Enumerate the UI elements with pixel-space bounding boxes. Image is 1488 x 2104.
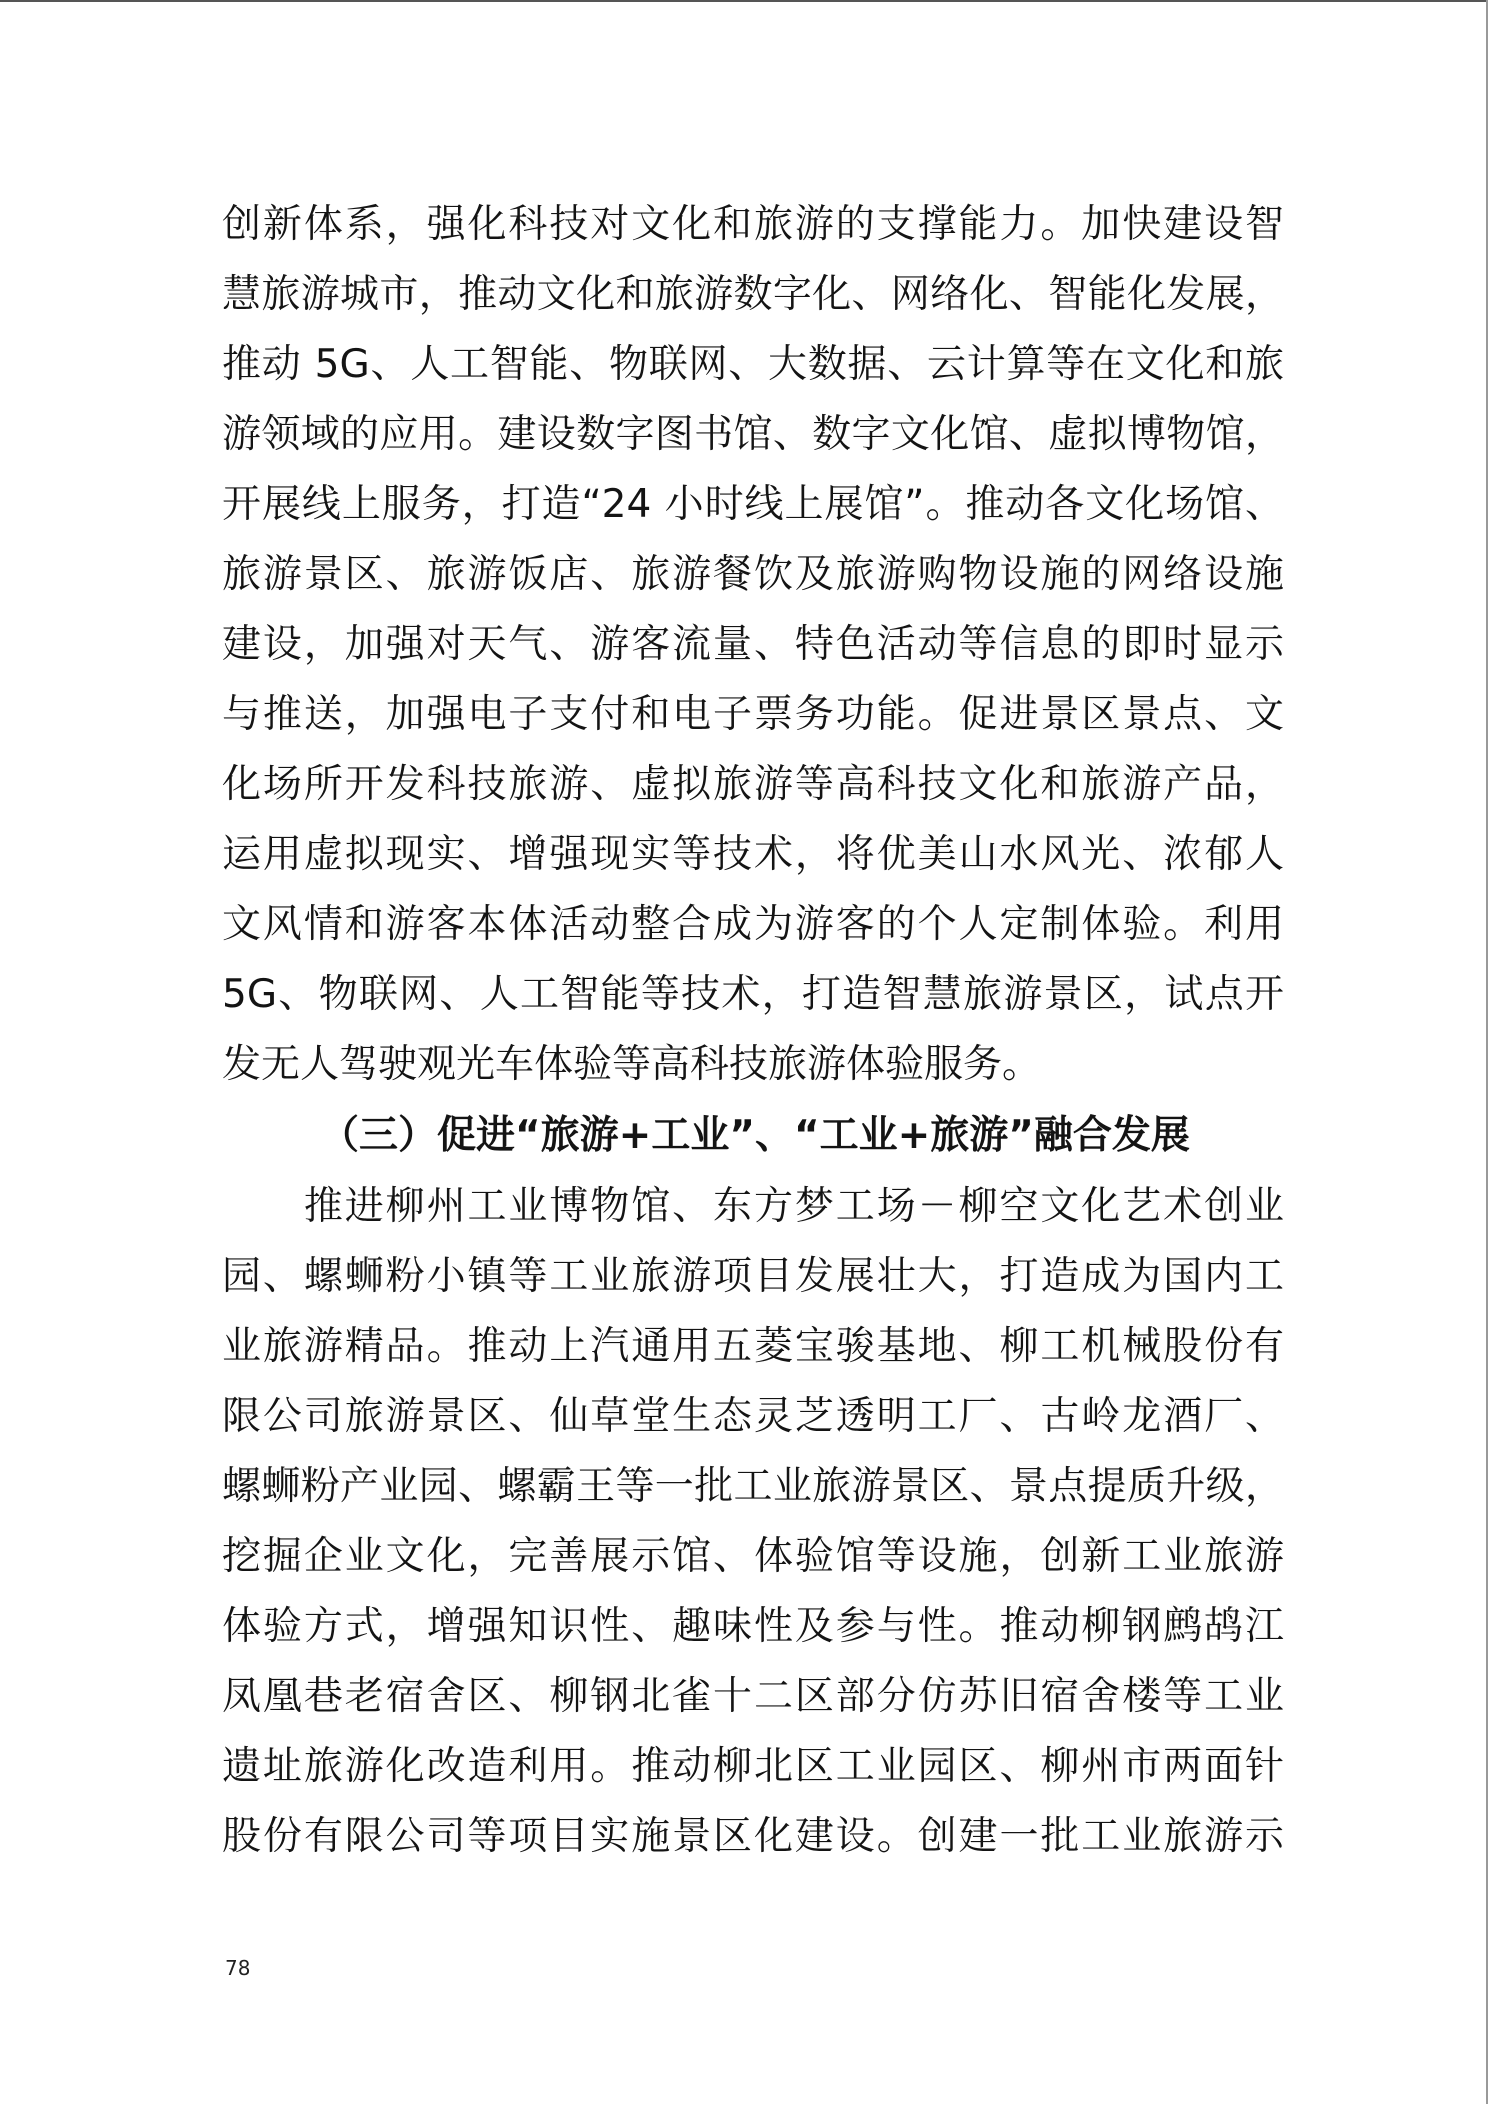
paragraph-1: [222, 190, 1284, 1100]
text-line: 业旅游精品。推动上汽通用五菱宝骏基地、柳工机械股份有: [222, 1324, 1284, 1369]
text-line: 遗址旅游化改造利用。推动柳北区工业园区、柳州市两面针: [222, 1744, 1284, 1789]
page-body: [222, 190, 1284, 1872]
text-line: 建设，加强对天气、游客流量、特色活动等信息的即时显示: [222, 622, 1284, 667]
text-line: 旅游景区、旅游饭店、旅游餐饮及旅游购物设施的网络设施: [222, 552, 1284, 597]
text-line: 与推送，加强电子支付和电子票务功能。促进景区景点、文: [222, 692, 1284, 737]
text-line: 发无人驾驶观光车体验等高科技旅游体验服务。: [222, 1042, 1042, 1087]
text-line: 5G、物联网、人工智能等技术，打造智慧旅游景区，试点开: [222, 972, 1284, 1017]
text-line: 园、螺蛳粉小镇等工业旅游项目发展壮大，打造成为国内工: [222, 1254, 1284, 1299]
text-line: 运用虚拟现实、增强现实等技术，将优美山水风光、浓郁人: [222, 832, 1284, 877]
text-line: 游领域的应用。建设数字图书馆、数字文化馆、虚拟博物馆，: [222, 412, 1284, 457]
text-line: 凤凰巷老宿舍区、柳钢北雀十二区部分仿苏旧宿舍楼等工业: [222, 1674, 1284, 1719]
text-line: 推动 5G、人工智能、物联网、大数据、云计算等在文化和旅: [222, 342, 1284, 387]
text-line: 螺蛳粉产业园、螺霸王等一批工业旅游景区、景点提质升级，: [222, 1464, 1284, 1509]
top-border: [0, 0, 1488, 2]
text-line: 推进柳州工业博物馆、东方梦工场－柳空文化艺术创业: [222, 1184, 1284, 1229]
text-line: 慧旅游城市，推动文化和旅游数字化、网络化、智能化发展，: [222, 272, 1284, 317]
paragraph-2: [222, 1172, 1284, 1872]
section-heading: （三）促进“旅游+工业”、“工业+旅游”融合发展: [320, 1113, 1190, 1158]
text-line: 文风情和游客本体活动整合成为游客的个人定制体验。利用: [222, 902, 1284, 947]
text-line: 体验方式，增强知识性、趣味性及参与性。推动柳钢鹧鸪江: [222, 1604, 1284, 1649]
text-line: 创新体系，强化科技对文化和旅游的支撑能力。加快建设智: [222, 202, 1284, 247]
text-line: 化场所开发科技旅游、虚拟旅游等高科技文化和旅游产品，: [222, 762, 1284, 807]
text-line: 限公司旅游景区、仙草堂生态灵芝透明工厂、古岭龙酒厂、: [222, 1394, 1284, 1439]
text-line: 股份有限公司等项目实施景区化建设。创建一批工业旅游示: [222, 1814, 1284, 1859]
text-line: 挖掘企业文化，完善展示馆、体验馆等设施，创新工业旅游: [222, 1534, 1284, 1579]
text-line: 开展线上服务，打造“24 小时线上展馆”。推动各文化场馆、: [222, 482, 1284, 527]
page-number: 78: [225, 1956, 251, 1980]
